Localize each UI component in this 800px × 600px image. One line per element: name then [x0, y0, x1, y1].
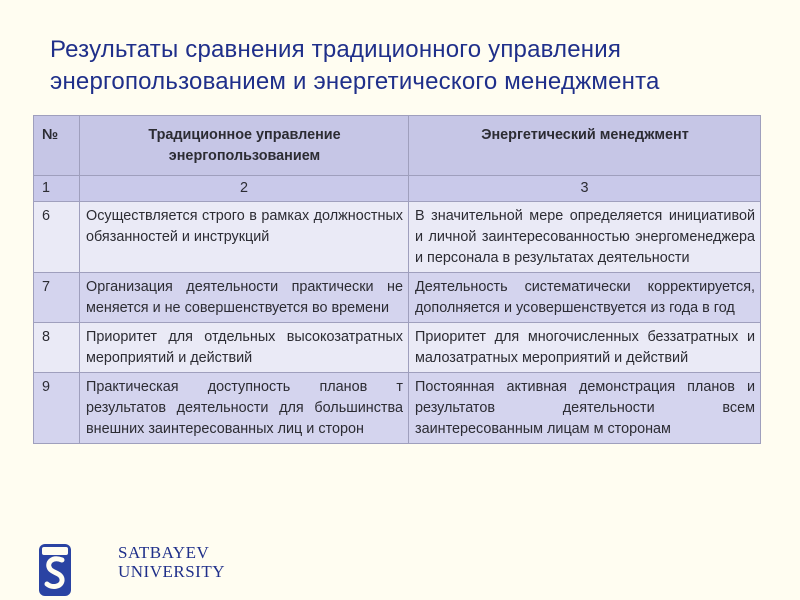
table-row	[34, 273, 761, 323]
energy-cell: Постоянная активная демонстрация планов и результатов деятельности всем заинтересованным лицам м сторонам	[409, 373, 761, 444]
traditional-cell: Приоритет для отдельных высокозатратных мероприятий и действий	[80, 323, 409, 373]
numbering-cell: 2	[80, 176, 409, 202]
header-num: №	[34, 116, 80, 176]
energy-cell: Приоритет для многочисленных беззатратных и малозатратных мероприятий и действий	[409, 323, 761, 373]
row-number: 7	[34, 273, 80, 323]
row-number: 6	[34, 202, 80, 273]
traditional-cell: Организация деятельности практически не меняется и не совершенствуется во времени	[80, 273, 409, 323]
traditional-cell: Практическая доступность планов т результатов деятельности для большинства внешних заинтересованных лиц и сторон	[80, 373, 409, 444]
table-row	[34, 323, 761, 373]
header-energy-management: Энергетический менеджмент	[409, 116, 761, 176]
numbering-cell: 3	[409, 176, 761, 202]
logo-line1: SATBAYEV	[118, 543, 210, 562]
table-header-row	[34, 116, 761, 176]
row-number: 8	[34, 323, 80, 373]
university-emblem-icon	[38, 543, 72, 597]
numbering-cell: 1	[34, 176, 80, 202]
header-traditional: Традиционное управление энергопользованием	[80, 116, 409, 176]
logo-line2: UNIVERSITY	[118, 562, 225, 581]
numbering-row	[34, 176, 761, 202]
slide-title: Результаты сравнения традиционного управления энергопользованием и энергетического менеджмента	[50, 36, 660, 95]
comparison-table	[33, 115, 761, 444]
energy-cell: В значительной мере определяется инициативой и личной заинтересованностью энергоменеджера и персонала в результатах деятельности	[409, 202, 761, 273]
traditional-cell: Осуществляется строго в рамках должностных обязанностей и инструкций	[80, 202, 409, 273]
satbayev-university-logo	[38, 543, 225, 597]
table-row	[34, 373, 761, 444]
table-row	[34, 202, 761, 273]
row-number: 9	[34, 373, 80, 444]
energy-cell: Деятельность систематически корректируется, дополняется и усовершенствуется из года в год	[409, 273, 761, 323]
